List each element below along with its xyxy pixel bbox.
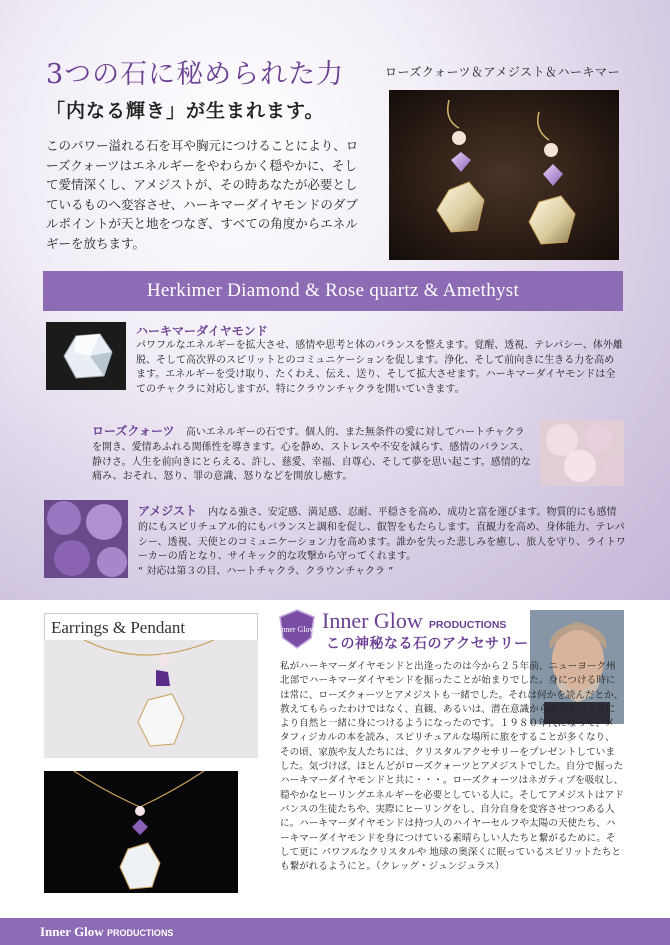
brand-name-text: Inner Glow: [322, 608, 423, 633]
stones-label: ローズクォーツ＆アメジスト＆ハーキマー: [385, 65, 620, 79]
rose-quartz-photo: [540, 420, 624, 486]
amethyst-note: “ 対応は第３の目、ハートチャクラ、クラウンチャクラ ”: [138, 566, 394, 578]
brand-name: [322, 608, 506, 634]
stones-banner: Herkimer Diamond & Rose quartz & Amethyst: [43, 271, 623, 311]
intro-text: このパワー溢れる石を耳や胸元につけることにより、ローズクォーツはエネルギーをやわらかく穏やかに、そして愛情深くし、アメジストが、その時あなたが必要としているものへ変容させ、ハーキマーダイヤモンドのダブルポイントが天と地をつなぎ、すべての角度からエネルギーを放ちます。: [46, 138, 359, 251]
brand-tagline: この神秘なる石のアクセサリー: [326, 636, 529, 652]
rose-quartz-description: [92, 424, 532, 485]
amethyst-photo: [44, 500, 128, 578]
footer-productions: PRODUCTIONS: [106, 928, 174, 938]
herkimer-name: ハーキマーダイヤモンド: [136, 324, 268, 338]
herkimer-description: [136, 324, 624, 398]
earrings-photo: [389, 90, 619, 260]
footer-bar: [0, 918, 670, 945]
amethyst-text: 内なる強さ、安定感、満足感、忍耐、平穏さを高め、成功と富を運びます。物質的にも感情的にもスピリチュアル的にもバランスと調和を促し、叡智をもたらします。直観力を高め、身体能力、テレパシー、透視、天使とのコミュニケーション力を高めます。誰かを失った悲しみを癒し、旅人を守り、ライトワーカーの盾となり、サイキック的な攻撃から守ってくれます。: [138, 507, 626, 563]
story-text: 私がハーキマーダイヤモンドと出逢ったのは今から２５年前、ニューヨーク州北部でハーキマーダイヤモンドを掘ったことが始まりでした。身につける時には常に、ローズクォーツとアメジストも一緒でした。それは何かを読んだとか、教えてもらったわけではなく、直観、あるいは、潜在意識からのアドバイスにより自然と一緒に身につけるようになったのです。１９８０年代になって、メタフィジカルの本を読み、スピリチュアルな場所に旅をすることが多くなり、その頃、家族や友人たちには、クリスタルアクセサリーをプレゼントしていました。気づけば、ほとんどがローズクォーツとアメジストでした。自分で掘ったハーキマーダイヤモンドと共に・・・。ローズクォーツはネガティブを吸収し、穏やかなヒーリングエネルギーを必要としている人に。そしてアメジストはアドバンスの生徒たちや、実際にヒーリングをし、自分自身を変容させつつある人に。ハーキマーダイヤモンドは持つ人のハイヤーセルフや太陽の天使たち、ハーキマーダイヤモンドを身につけている素晴らしい人たちと繋がるために。そして更に パワフルなクリスタルや 地球の奥深くに眠っているスピリットたちとも繋がれるようにと。（クレッグ・ジュンジュラス）: [280, 661, 624, 873]
herkimer-text: パワフルなエネルギーを拡大させ、感情や思考と体のバランスを整えます。覚醒、透視、テレパシー、体外離脱、そして高次界のスピリットとのコミュニケーションを促します。浄化、そして前向きに生きる力を高めます。エネルギーを受け取り、たくわえ、伝え、送り、そして拡大させます。ハーキマーダイヤモンドは全てのチャクラに対応しますが、特にクラウンチャクラを開いていきます。: [136, 339, 623, 396]
products-label: Earrings & Pendant: [44, 613, 258, 641]
amethyst-name: アメジスト: [138, 504, 197, 518]
pendant-photo-light: [44, 640, 258, 758]
page-subtitle: 「内なる輝き」が生まれます。: [46, 100, 325, 122]
page-title: 3つの石に秘められた力: [46, 59, 345, 90]
rose-quartz-text: 高いエネルギーの石です。個人的、また無条件の愛に対してハートチャクラを開き、愛情あふれる関係性を導きます。心を静め、ストレスや不安を減らす、感情のバランス、静けさ。人生を前向きにとらえる、許し、慈愛、幸福、自尊心、そして夢を思い起こす。感情的な痛み、おそれ、怒り、罪の意識、怒りなどを開放し癒す。: [92, 427, 531, 483]
logo-text: Inner Glow: [278, 625, 316, 634]
inner-glow-logo: [276, 608, 318, 650]
herkimer-photo: [46, 322, 126, 390]
footer-brand-name: Inner Glow: [40, 924, 104, 939]
amethyst-description: [138, 504, 626, 580]
pendant-photo-dark: [44, 771, 238, 893]
rose-quartz-name: ローズクォーツ: [92, 424, 175, 438]
footer-brand: [40, 924, 173, 940]
brand-productions: PRODUCTIONS: [428, 619, 507, 631]
